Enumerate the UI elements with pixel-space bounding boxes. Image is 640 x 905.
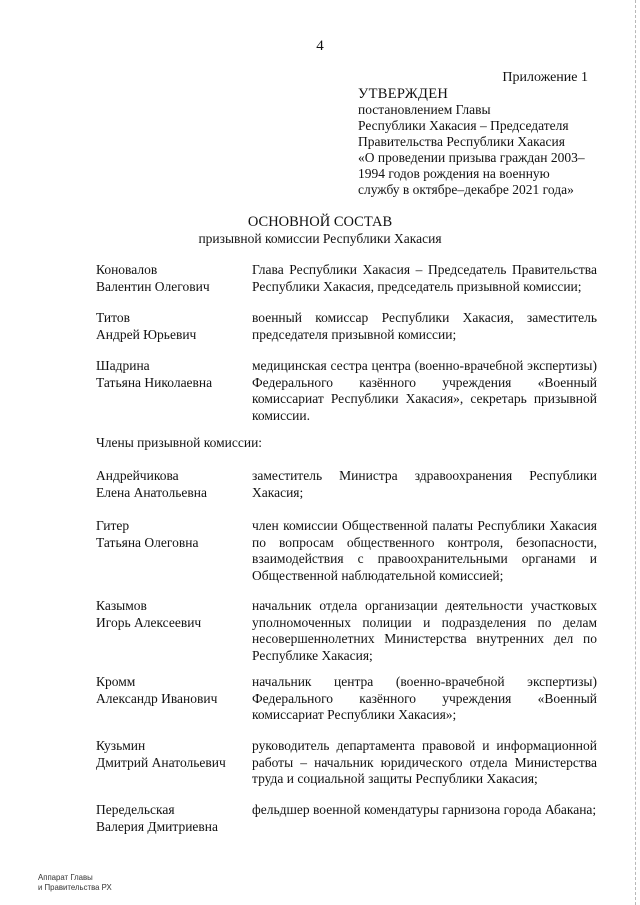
member-role: военный комиссар Республики Хакасия, заместитель председателя призывной комиссии;: [252, 310, 597, 342]
member-surname: Казымов: [96, 598, 147, 613]
approval-line: «О проведении призыва граждан 2003–: [358, 150, 585, 165]
member-name: [96, 310, 246, 343]
member-given-name: Дмитрий Анатольевич: [96, 754, 226, 770]
member-surname: Кромм: [96, 674, 136, 689]
member-name: [96, 738, 246, 771]
member-role: медицинская сестра центра (военно-врачебной экспертизы) Федерального казённого учреждения «Военный комиссариат Республики Хакасия», секретарь призывной комиссии.: [252, 358, 597, 423]
member-given-name: Татьяна Олеговна: [96, 534, 199, 550]
members-section-label: Члены призывной комиссии:: [96, 435, 263, 450]
member-role: член комиссии Общественной палаты Республики Хакасия по вопросам общественного контроля, безопасности, взаимодействия с правоохранительными органами и Общественной наблюдательной комиссией;: [252, 518, 597, 583]
approval-line: постановлением Главы: [358, 102, 491, 117]
member-role: начальник отдела организации деятельности участковых уполномоченных полиции и подразделения по делам несовершеннолетних Министерства внутренних дел по Республике Хакасия;: [252, 598, 597, 663]
member-name: [96, 262, 246, 295]
member-given-name: Елена Анатольевна: [96, 484, 207, 500]
approval-line: Республики Хакасия – Председателя: [358, 118, 569, 133]
member-name: [96, 468, 246, 501]
appendix-label: Приложение 1: [502, 70, 588, 85]
member-given-name: Валентин Олегович: [96, 278, 210, 294]
member-role: начальник центра (военно-врачебной экспертизы) Федерального казённого учреждения «Военный комиссариат Республики Хакасия»;: [252, 674, 597, 722]
scan-edge-divider: [634, 0, 636, 905]
document-subtitle: призывной комиссии Республики Хакасия: [198, 231, 442, 246]
member-name: [96, 358, 246, 391]
member-name: [96, 802, 246, 835]
member-surname: Гитер: [96, 518, 130, 533]
member-given-name: Андрей Юрьевич: [96, 326, 197, 342]
member-surname: Кузьмин: [96, 738, 146, 753]
member-name: [96, 674, 246, 707]
document-title: ОСНОВНОЙ СОСТАВ: [247, 214, 393, 230]
approval-block: [358, 86, 598, 198]
member-given-name: Валерия Дмитриевна: [96, 818, 219, 834]
member-given-name: Игорь Алексеевич: [96, 614, 202, 630]
member-name: [96, 598, 246, 631]
footer-stamp: [38, 872, 112, 892]
member-role: Глава Республики Хакасия – Председатель Правительства Республики Хакасия, председатель призывной комиссии;: [252, 262, 597, 294]
approval-line: службу в октябре–декабре 2021 года»: [358, 182, 574, 197]
approval-line: 1994 годов рождения на военную: [358, 166, 550, 181]
member-role: фельдшер военной комендатуры гарнизона города Абакана;: [252, 802, 597, 817]
footer-stamp-line: Аппарат Главы: [38, 872, 93, 882]
member-given-name: Александр Иванович: [96, 690, 218, 706]
member-surname: Андрейчикова: [96, 468, 179, 483]
member-given-name: Татьяна Николаевна: [96, 374, 213, 390]
member-surname: Передельская: [96, 802, 175, 817]
member-surname: Титов: [96, 310, 130, 325]
member-surname: Шадрина: [96, 358, 150, 373]
page-number: 4: [316, 38, 324, 54]
approval-title: УТВЕРЖДЕН: [358, 86, 449, 102]
member-surname: Коновалов: [96, 262, 158, 277]
member-name: [96, 518, 246, 551]
member-role: заместитель Министра здравоохранения Республики Хакасия;: [252, 468, 597, 500]
approval-line: Правительства Республики Хакасия: [358, 134, 565, 149]
member-role: руководитель департамента правовой и информационной работы – начальник юридического отдела Министерства труда и социальной защиты Республики Хакасия;: [252, 738, 597, 786]
footer-stamp-line: и Правительства РХ: [38, 882, 112, 892]
